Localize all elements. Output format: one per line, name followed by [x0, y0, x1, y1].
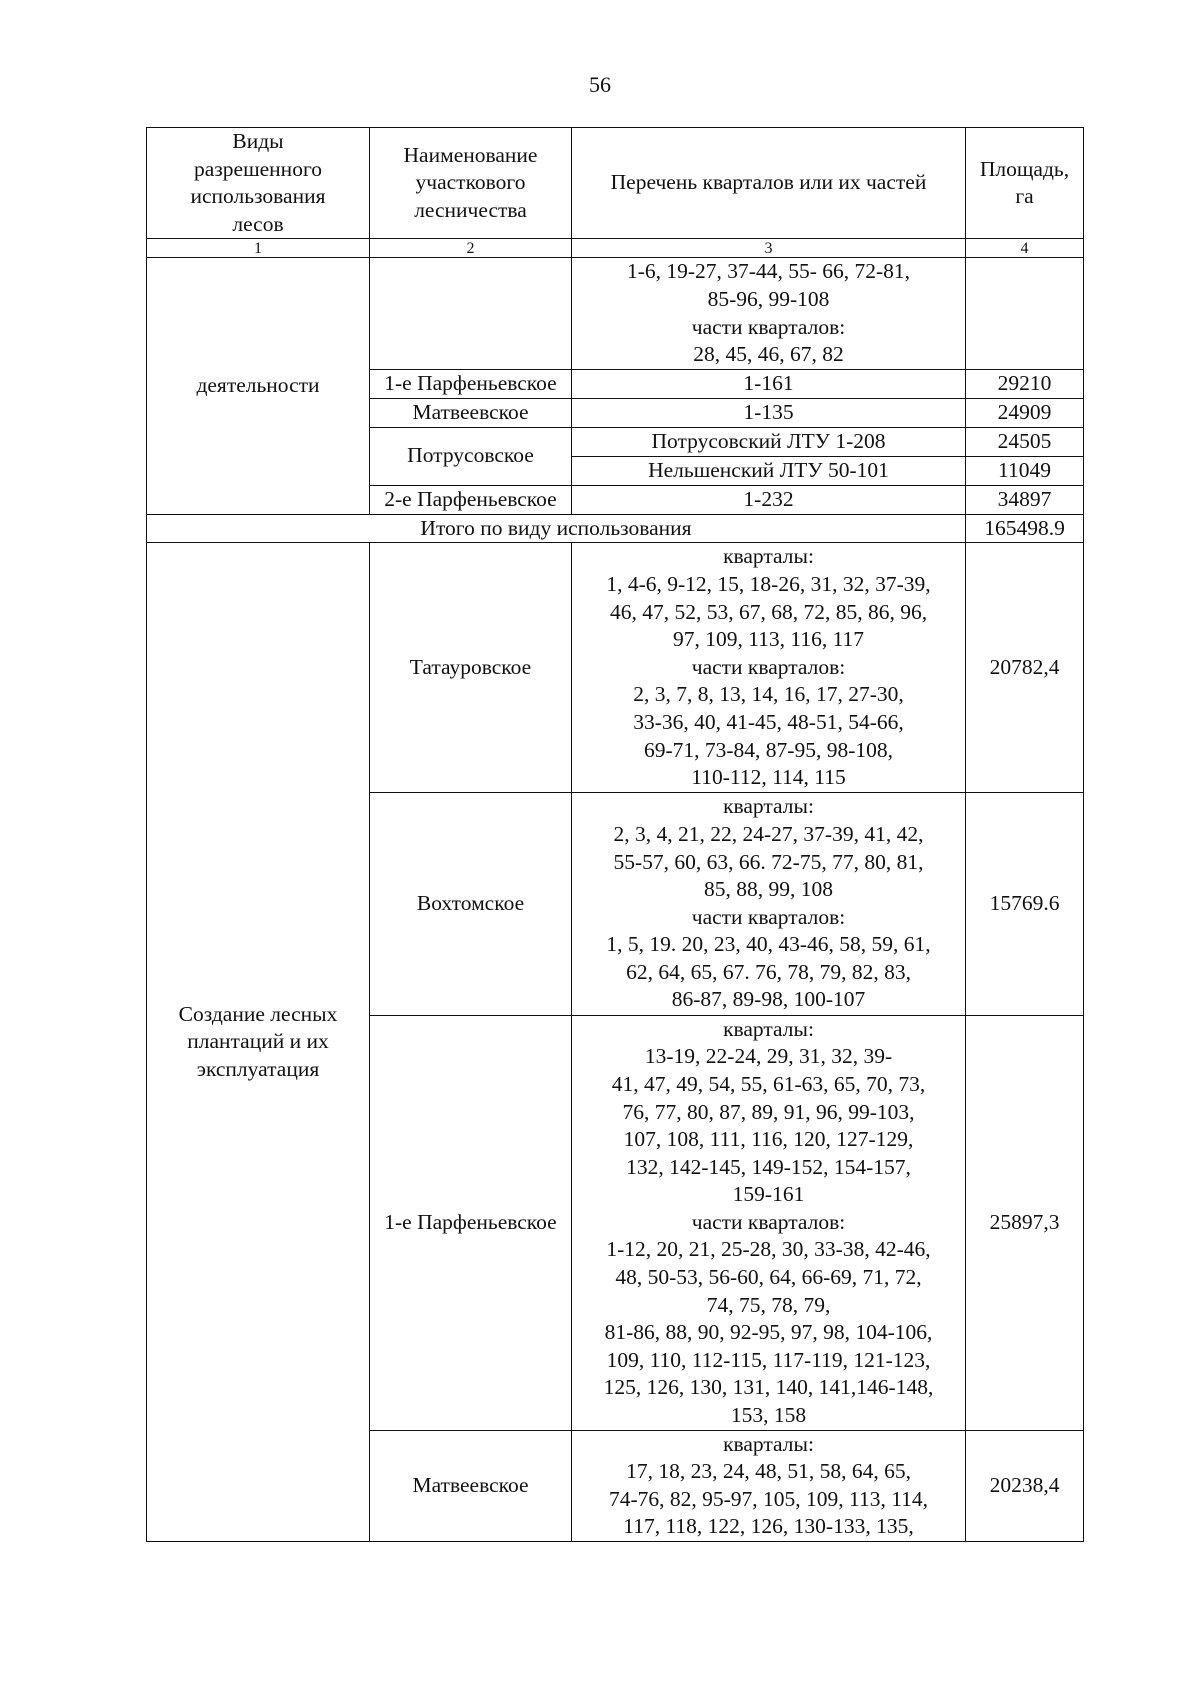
area-cell: 24909 [966, 398, 1084, 427]
area-cell: 24505 [966, 427, 1084, 456]
area-cell: 11049 [966, 456, 1084, 485]
use-type-cell: Создание лесных плантаций и их эксплуатация [147, 543, 370, 1542]
forestry-cell [370, 258, 572, 369]
area-cell: 29210 [966, 369, 1084, 398]
area-cell: 25897,3 [966, 1015, 1084, 1430]
column-number: 3 [572, 239, 966, 258]
area-cell: 15769.6 [966, 792, 1084, 1015]
quarters-cell: Потрусовский ЛТУ 1-208 [572, 427, 966, 456]
forestry-cell: 2-е Парфеньевское [370, 485, 572, 514]
area-cell: 20238,4 [966, 1430, 1084, 1541]
total-label: Итого по виду использования [147, 514, 966, 543]
forestry-cell: Потрусовское [370, 427, 572, 485]
quarters-cell: 1-161 [572, 369, 966, 398]
table-row [147, 543, 1084, 792]
column-numbers-row [147, 239, 1084, 258]
forestry-cell: Матвеевское [370, 398, 572, 427]
column-number: 1 [147, 239, 370, 258]
forest-use-table [146, 127, 1084, 1542]
total-value: 165498.9 [966, 514, 1084, 543]
forestry-cell: Вохтомское [370, 792, 572, 1015]
page-number: 56 [589, 72, 611, 97]
forestry-cell: Татауровское [370, 543, 572, 792]
total-row [147, 514, 1084, 543]
area-cell [966, 258, 1084, 369]
use-type-cell: деятельности [147, 258, 370, 514]
quarters-cell: кварталы: 1, 4-6, 9-12, 15, 18-26, 31, 32, 37-39, 46, 47, 52, 53, 67, 68, 72, 85, 86, 96, 97, 109, 113, 116, 117 части кварталов: 2, 3, 7, 8, 13, 14, 16, 17, 27-30, 33-36, 40, 41-45, 48-51, 54-66, 69-71, 73-84, 87-95, 98-108, 110-112, 114, 115 [572, 543, 966, 792]
quarters-cell: кварталы: 13-19, 22-24, 29, 31, 32, 39- 41, 47, 49, 54, 55, 61-63, 65, 70, 73, 76, 77, 80, 87, 89, 91, 96, 99-103, 107, 108, 111, 116, 120, 127-129, 132, 142-145, 149-152, 154-157, 159-161 части кварталов: 1-12, 20, 21, 25-28, 30, 33-38, 42-46, 48, 50-53, 56-60, 64, 66-69, 71, 72, 74, 75, 78, 79, 81-86, 88, 90, 92-95, 97, 98, 104-106, 109, 110, 112-115, 117-119, 121-123, 125, 126, 130, 131, 140, 141,146-148, 153, 158 [572, 1015, 966, 1430]
column-number: 2 [370, 239, 572, 258]
quarters-cell: кварталы: 17, 18, 23, 24, 48, 51, 58, 64, 65, 74-76, 82, 95-97, 105, 109, 113, 114, 117, 118, 122, 126, 130-133, 135, [572, 1430, 966, 1541]
table-header-row [147, 128, 1084, 239]
quarters-cell: 1-232 [572, 485, 966, 514]
area-cell: 34897 [966, 485, 1084, 514]
forestry-cell: 1-е Парфеньевское [370, 369, 572, 398]
quarters-cell: Нельшенский ЛТУ 50-101 [572, 456, 966, 485]
header-area: Площадь, га [966, 128, 1084, 239]
column-number: 4 [966, 239, 1084, 258]
quarters-cell: кварталы: 2, 3, 4, 21, 22, 24-27, 37-39, 41, 42, 55-57, 60, 63, 66. 72-75, 77, 80, 81, 85, 88, 99, 108 части кварталов: 1, 5, 19. 20, 23, 40, 43-46, 58, 59, 61, 62, 64, 65, 67. 76, 78, 79, 82, 83, 86-87, 89-98, 100-107 [572, 792, 966, 1015]
forestry-cell: Матвеевское [370, 1430, 572, 1541]
header-forestry-name: Наименование участкового лесничества [370, 128, 572, 239]
area-cell: 20782,4 [966, 543, 1084, 792]
quarters-cell: 1-135 [572, 398, 966, 427]
header-use-type: Виды разрешенного использования лесов [147, 128, 370, 239]
header-quarters-list: Перечень кварталов или их частей [572, 128, 966, 239]
quarters-cell: 1-6, 19-27, 37-44, 55- 66, 72-81, 85-96, 99-108 части кварталов: 28, 45, 46, 67, 82 [572, 258, 966, 369]
table-row [147, 258, 1084, 369]
forestry-cell: 1-е Парфеньевское [370, 1015, 572, 1430]
